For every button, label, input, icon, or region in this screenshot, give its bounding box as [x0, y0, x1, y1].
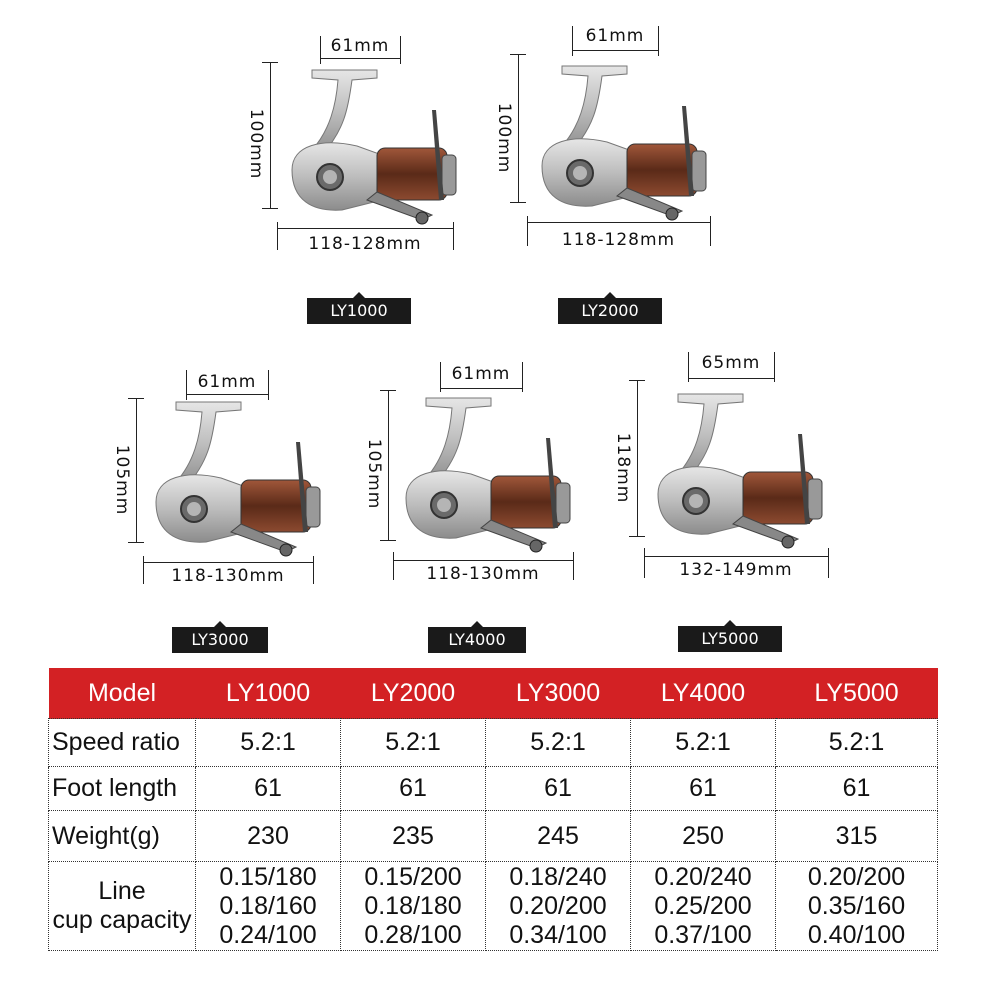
height-dimension: 105mm [112, 444, 132, 516]
model-tag: LY1000 [307, 298, 411, 324]
table-cell [486, 862, 631, 951]
reel-image [282, 60, 462, 230]
capacity-value: 0.34/100 [509, 920, 607, 949]
width-tick [522, 362, 523, 392]
model-tag: LY3000 [172, 627, 268, 653]
length-line [644, 556, 828, 557]
capacity-value: 0.18/180 [364, 891, 462, 920]
height-line [637, 380, 638, 536]
header-cell: Model [49, 668, 196, 719]
height-line [136, 398, 137, 542]
table-header-row [49, 668, 938, 719]
table-cell: 61 [776, 767, 938, 811]
length-line [143, 562, 313, 563]
table-row [49, 811, 938, 862]
width-line [572, 50, 658, 51]
table-cell: 5.2:1 [486, 719, 631, 767]
width-line [320, 58, 400, 59]
capacity-value: 0.20/200 [509, 891, 607, 920]
table-cell: 5.2:1 [776, 719, 938, 767]
length-dimension: 118-128mm [561, 230, 676, 250]
table-cell: 5.2:1 [341, 719, 486, 767]
width-tick [186, 370, 187, 400]
table-cell: 235 [341, 811, 486, 862]
row-label-line: cup capacity [52, 906, 192, 934]
capacity-value: 0.15/200 [364, 862, 462, 891]
height-tick [510, 202, 526, 203]
width-line [186, 394, 268, 395]
table-cell: 61 [631, 767, 776, 811]
length-tick [453, 222, 454, 250]
capacity-value: 0.20/200 [807, 862, 906, 891]
capacity-value: 0.25/200 [654, 891, 752, 920]
height-dimension: 118mm [613, 432, 633, 504]
height-tick [262, 208, 278, 209]
capacity-value: 0.15/180 [219, 862, 317, 891]
height-tick [262, 62, 278, 63]
width-tick [688, 352, 689, 382]
header-cell: LY5000 [776, 668, 938, 719]
height-tick [629, 380, 645, 381]
table-row [49, 862, 938, 951]
length-tick [710, 216, 711, 246]
length-line [393, 560, 573, 561]
table-cell: 315 [776, 811, 938, 862]
width-dimension: 65mm [701, 353, 761, 373]
capacity-value: 0.18/160 [219, 891, 317, 920]
table-row [49, 719, 938, 767]
height-tick [510, 54, 526, 55]
height-dimension: 100mm [494, 102, 514, 174]
height-line [270, 62, 271, 208]
height-tick [629, 536, 645, 537]
table-cell: 230 [196, 811, 341, 862]
table-cell [631, 862, 776, 951]
width-tick [440, 362, 441, 392]
length-tick [573, 552, 574, 580]
row-label [49, 862, 196, 951]
capacity-value: 0.35/160 [807, 891, 906, 920]
model-tag: LY5000 [678, 626, 782, 652]
length-dimension: 132-149mm [679, 560, 793, 580]
reel-image [532, 56, 712, 226]
width-dimension: 61mm [197, 372, 257, 392]
width-tick [658, 26, 659, 56]
table-cell [196, 862, 341, 951]
capacity-value: 0.24/100 [219, 920, 317, 949]
width-dimension: 61mm [330, 36, 390, 56]
height-tick [128, 398, 144, 399]
length-tick [828, 548, 829, 578]
table-cell: 61 [196, 767, 341, 811]
header-cell: LY2000 [341, 668, 486, 719]
reel-image [648, 384, 828, 554]
width-line [440, 388, 522, 389]
width-tick [572, 26, 573, 56]
row-label: Foot length [49, 767, 196, 811]
height-tick [380, 540, 396, 541]
table-cell [776, 862, 938, 951]
reel-image [146, 392, 326, 562]
table-cell: 245 [486, 811, 631, 862]
width-tick [320, 36, 321, 64]
capacity-value: 0.37/100 [654, 920, 752, 949]
header-cell: LY4000 [631, 668, 776, 719]
table-cell: 250 [631, 811, 776, 862]
height-line [388, 390, 389, 540]
capacity-value: 0.20/240 [654, 862, 752, 891]
height-tick [380, 390, 396, 391]
height-dimension: 100mm [246, 108, 266, 180]
length-dimension: 118-130mm [426, 564, 540, 584]
row-label: Weight(g) [49, 811, 196, 862]
height-dimension: 105mm [364, 438, 384, 510]
row-label: Speed ratio [49, 719, 196, 767]
width-line [688, 378, 774, 379]
table-cell: 5.2:1 [196, 719, 341, 767]
width-tick [268, 370, 269, 400]
height-line [518, 54, 519, 202]
length-line [527, 222, 710, 223]
row-label-line: Line [98, 877, 146, 905]
length-dimension: 118-128mm [308, 234, 422, 254]
length-line [277, 228, 453, 229]
capacity-value: 0.18/240 [509, 862, 607, 891]
capacity-value: 0.28/100 [364, 920, 462, 949]
length-tick [313, 556, 314, 584]
width-tick [774, 352, 775, 382]
width-dimension: 61mm [585, 26, 645, 46]
height-tick [128, 542, 144, 543]
capacity-value: 0.40/100 [807, 920, 906, 949]
table-cell: 61 [341, 767, 486, 811]
header-cell: LY3000 [486, 668, 631, 719]
table-row [49, 767, 938, 811]
model-tag: LY2000 [558, 298, 662, 324]
table-cell [341, 862, 486, 951]
table-cell: 5.2:1 [631, 719, 776, 767]
model-tag: LY4000 [428, 627, 526, 653]
width-tick [400, 36, 401, 64]
header-cell: LY1000 [196, 668, 341, 719]
reel-image [396, 388, 576, 558]
table-cell: 61 [486, 767, 631, 811]
spec-table [48, 668, 938, 951]
width-dimension: 61mm [451, 364, 511, 384]
length-dimension: 118-130mm [171, 566, 285, 586]
